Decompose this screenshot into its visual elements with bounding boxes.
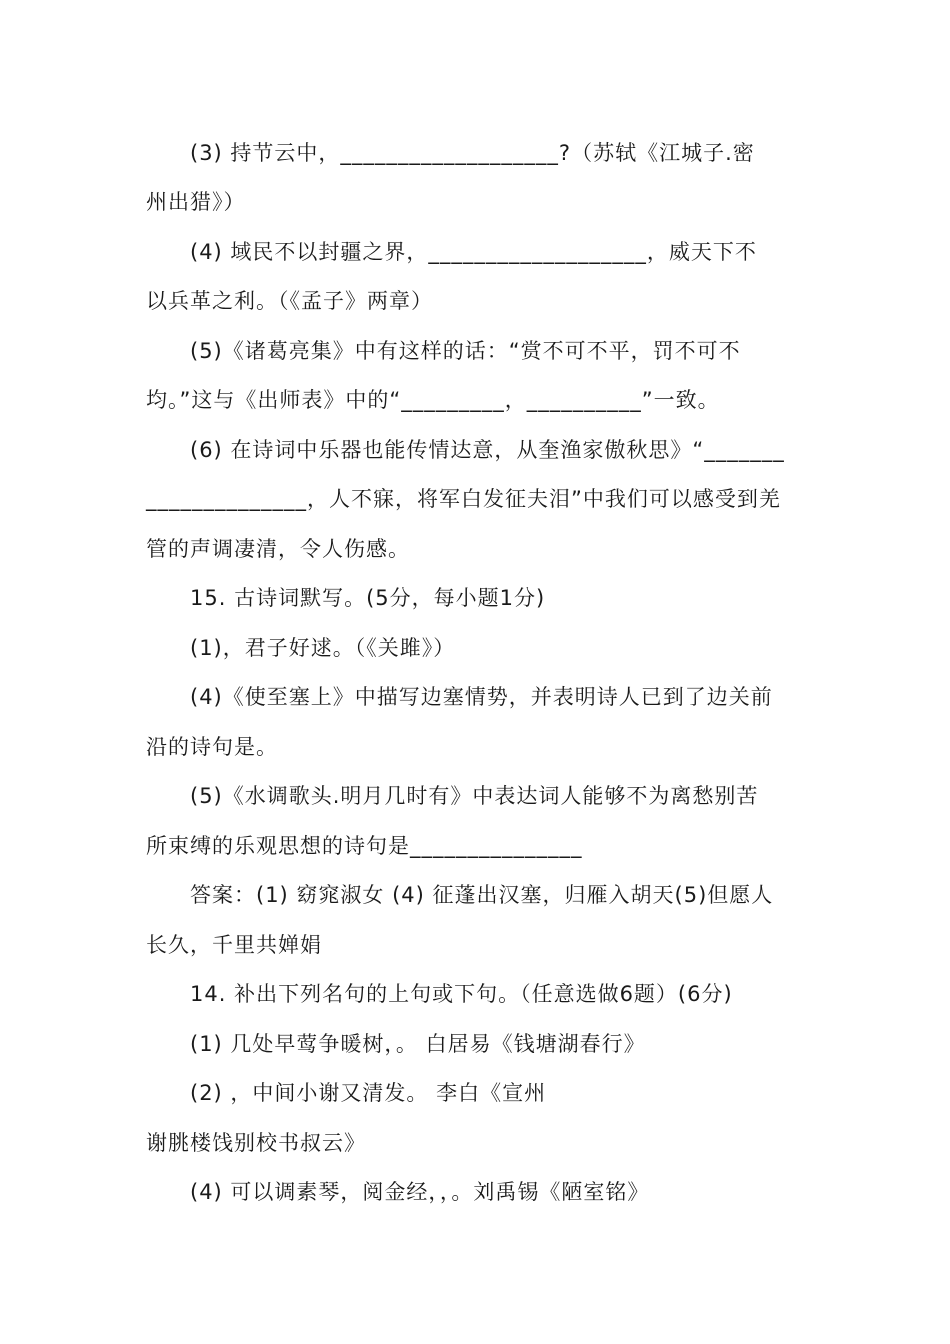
answer-line-2: 长久，千里共婵娟 [146,933,322,957]
q15-item-4-line-2: 沿的诗句是。 [146,735,278,759]
item-6-line-3: 管的声调凄清，令人伤感。 [146,537,410,561]
q15-item-1: (1)，君子好逑。（《关雎》） [190,636,456,660]
item-3-line-2: 州出猎》） [146,190,246,214]
q14-item-2-line-1: (2) ，中间小谢又清发。 李白《宣州 [190,1081,547,1105]
item-4-line-2: 以兵革之利。（《孟子》两章） [146,289,433,313]
answer-line-1: 答案：(1) 窈窕淑女 (4) 征蓬出汉塞，归雁入胡天(5)但愿人 [190,883,774,907]
q15-item-5-line-1: (5)《水调歌头.明月几时有》中表达词人能够不为离愁别苦 [190,784,759,808]
question-14-heading: 14. 补出下列名句的上句或下句。（任意选做6题）(6分) [190,982,733,1006]
item-4-line-1: (4) 域民不以封疆之界，___________________，威天下不 [190,240,757,264]
q15-item-4-line-1: (4)《使至塞上》中描写边塞情势，并表明诗人已到了边关前 [190,685,773,709]
question-15-heading: 15. 古诗词默写。(5分，每小题1分) [190,586,546,610]
item-5-line-2: 均。”这与《出师表》中的“_________，__________”一致。 [146,388,720,412]
q14-item-4: (4) 可以调素琴，阅金经，，。刘禹锡《陋室铭》 [190,1180,650,1204]
item-5-line-1: (5)《诸葛亮集》中有这样的话：“赏不可不平，罚不可不 [190,339,741,363]
item-3-line-1: (3) 持节云中，___________________?（苏轼《江城子.密 [190,141,755,165]
q14-item-1: (1) 几处早莺争暖树，。 白居易《钱塘湖春行》 [190,1032,646,1056]
q14-item-2-line-2: 谢朓楼饯别校书叔云》 [146,1131,366,1155]
q15-item-5-line-2: 所束缚的乐观思想的诗句是_______________ [146,834,583,858]
item-6-line-1: (6) 在诗词中乐器也能传情达意，从奎渔家傲秋思》“_______ [190,438,785,462]
item-6-line-2: ______________，人不寐，将军白发征夫泪”中我们可以感受到羌 [146,487,781,511]
